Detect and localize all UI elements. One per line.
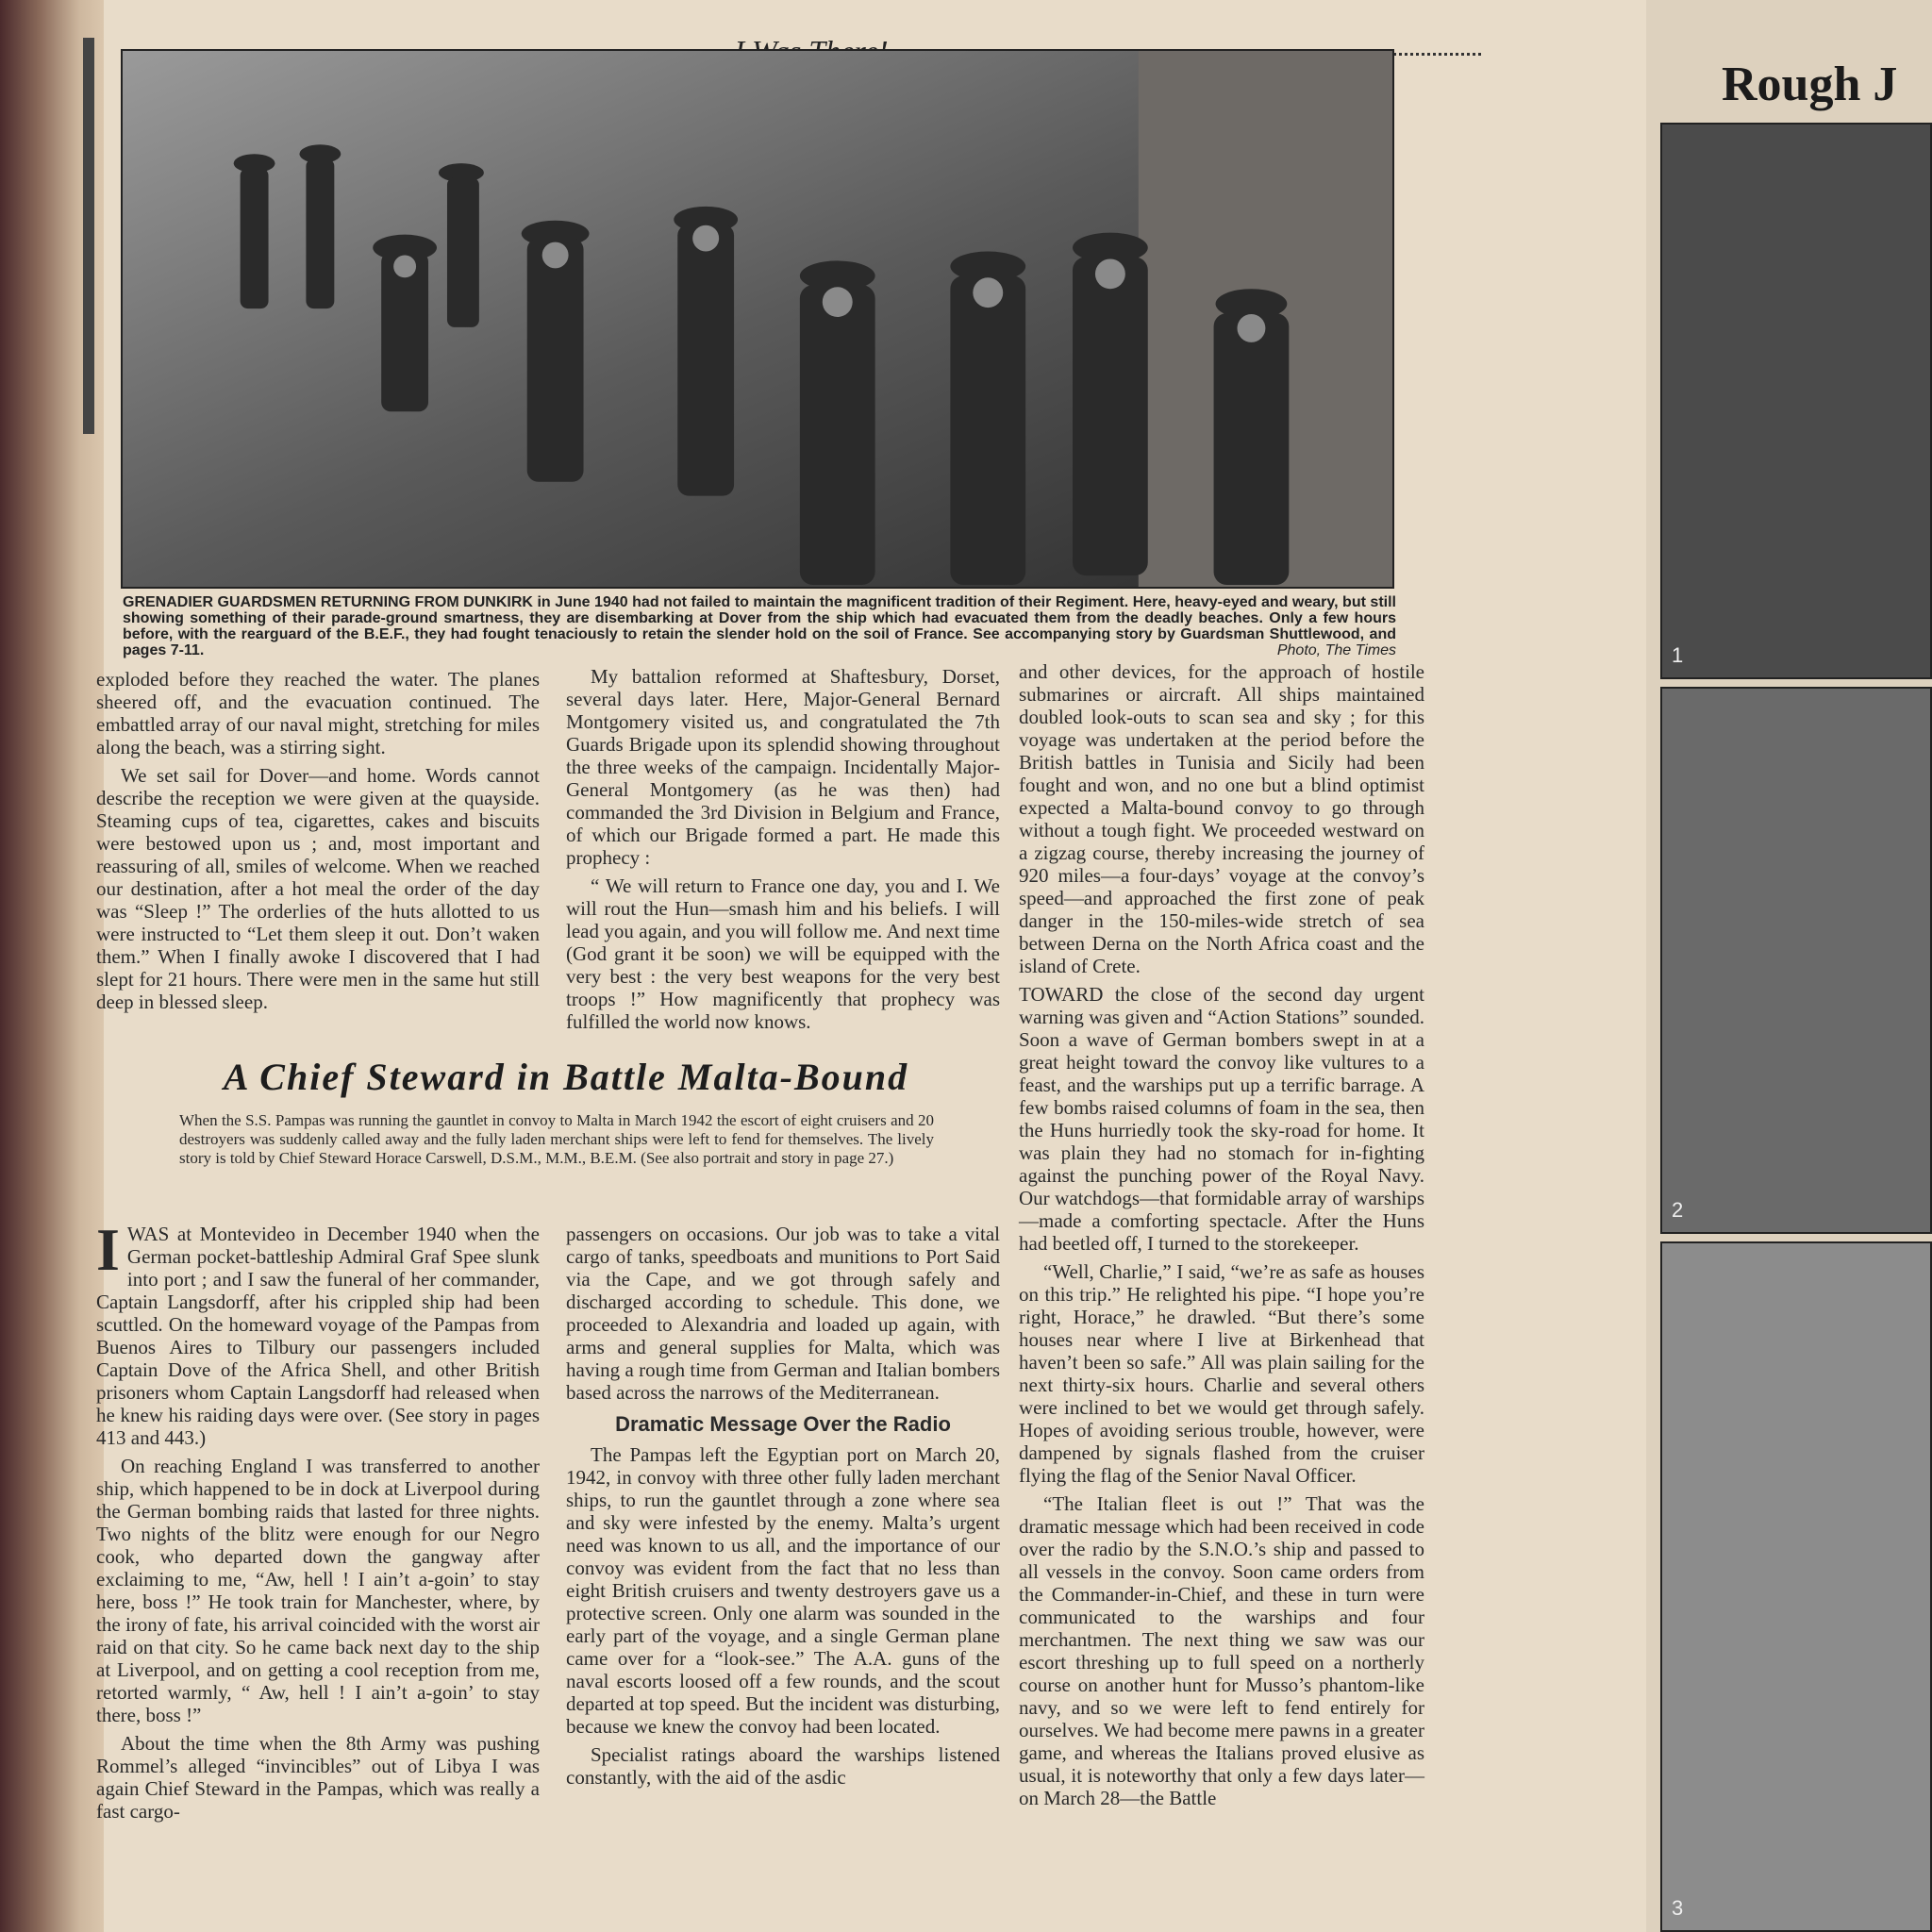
photo-number: 3 [1672,1896,1684,1920]
article-column-1 [96,1216,540,1828]
photo-caption [123,594,1396,658]
paragraph: and other devices, for the approach of hostile submarines or aircraft. All ships maintained doubled look-outs to scan sea and sky ; for this voyage was undertaken at the period before the British battles in Tunisia and Sicily had been fought and won, and no one but a blind optimist expected a Malta-bound convoy to go through without a tough fight. We proceeded westward on a zigzag course, thereby increasing the journey of 920 miles—a four-days’ voyage at the convoy’s speed—and approached the first zone of peak danger in the 150-miles-wide stretch of sea between Derna on the North Africa coast and the island of Crete. [1019,660,1424,977]
right-photo-2 [1660,687,1932,1234]
article-column-3 [1019,660,1424,1815]
photo-illustration [123,51,1392,587]
paragraph: Specialist ratings aboard the warships listened constantly, with the aid of the asdic [566,1743,1000,1789]
paragraph: On reaching England I was transferred to another ship, which happened to be in dock at Liverpool during the German bombing raids that lasted for three nights. Two nights of the blitz were enough for our Negro cook, who departed down the gangway after exclaiming to me, “Aw, hell ! I ain’t a-goin’ to stay here, boss !” He took train for Manchester, where, by the irony of fate, his arrival coincided with the worst air raid on that city. So he came back next day to the ship at Liverpool, and on getting a cool reception from me, retorted warmly, “ Aw, hell ! I ain’t a-goin’ to stay there, boss !” [96,1455,540,1726]
photo-number: 1 [1672,643,1684,667]
photo-credit: Photo, The Times [1276,642,1396,658]
subheading: Dramatic Message Over the Radio [615,1412,951,1436]
paragraph: The Pampas left the Egyptian port on March 20, 1942, in convoy with three other fully laden merchant ships, to run the gauntlet through a zone where sea and sky were infested by the enemy. Malta’s urgent need was known to us all, and the importance of our convoy was evident from the fact that no less than eight British cruisers and twenty destroyers gave us a protective screen. Only one alarm was sounded in the early part of the voyage, and a single German plane came over for a “look-see.” The A.A. guns of the naval escorts loosed off a few rounds, and the scout departed at top speed. But the incident was disturbing, because we knew the convoy had been located. [566,1443,1000,1738]
right-page-title: Rough J [1722,58,1898,111]
article-column-2 [566,1223,1000,1794]
caption-text: GRENADIER GUARDSMEN RETURNING FROM DUNKIRK in June 1940 had not failed to maintain the magnificent tradition of their Regiment. Here, heavy-eyed and weary, but still showing something of their parade-ground smartness, they are disembarking at Dover from the ship which had evacuated them from the deadly beaches. Only a few hours before, with the rearguard of the B.E.F., they had fought tenaciously to retain the slender hold on the soil of France. See accompanying story by Guardsman Shuttlewood, and pages 7-11. [123,594,1396,658]
right-photo-1 [1660,123,1932,679]
paragraph: “The Italian fleet is out !” That was the dramatic message which had been received in code over the radio by the S.N.O.’s ship and passed to all vessels in the convoy. Soon came orders from the Commander-in-Chief, and these in turn were communicated to the warships and four merchantmen. The next thing we saw was our escort threshing up to full speed on a northerly course on another hunt for Musso’s phantom-like navy, and so we were left to fend entirely for ourselves. We had become mere pawns in a greater game, and whereas the Italians proved elusive as usual, it is noteworthy that only a few days later—on March 28—the Battle [1019,1492,1424,1809]
paragraph: We set sail for Dover—and home. Words cannot describe the reception we were given at the quayside. Steaming cups of tea, cigarettes, cakes and biscuits were bestowed upon us ; and, most important and reassuring of all, smiles of welcome. When we reached our destination, after a hot meal the order of the day was “Sleep !” The orderlies of the huts allotted to us were instructed to “Let them sleep it out. Don’t waken them.” When I finally awoke I discovered that I had slept for 21 hours. There were men in the same hut still deep in blessed sleep. [96,764,540,1013]
paragraph: “Well, Charlie,” I said, “we’re as safe as houses on this trip.” He relighted his pipe. “I hope you’re right, Horace,” he drawled. “But there’s some houses near where I live at Birkenhead that haven’t been so safe.” All was plain sailing for the next thirty-six hours. Charlie and several others were inclined to bet we would get through safely. Hopes of avoiding serious trouble, however, were dampened by signals flashed from the cruiser flying the flag of the Senior Naval Officer. [1019,1260,1424,1487]
column-2-top [566,665,1000,1039]
right-photo-3 [1660,1241,1932,1932]
right-page [1646,0,1932,1932]
article-standfirst: When the S.S. Pampas was running the gauntlet in convoy to Malta in March 1942 the escort of eight cruisers and 20 destroyers was suddenly called away and the fully laden merchant ships were left to fend for themselves. The lively story is told by Chief Steward Horace Carswell, D.S.M., M.M., B.E.M. (See also portrait and story in page 27.) [179,1111,934,1167]
paragraph: exploded before they reached the water. The planes sheered off, and the evacuation continued. The embattled array of our naval might, stretching for miles along the beach, was a stirring sight. [96,668,540,758]
paragraph: TOWARD the close of the second day urgent warning was given and “Action Stations” sounded. Soon a wave of German bombers swept in at a great height toward the convoy like vultures to a feast, and the warships put up a terrific barrage. A few bombs raised columns of foam in the sea, then the Huns hurriedly took the sky-road for home. It was plain they had no stomach for in-fighting against the punching power of the Royal Navy. Our watchdogs—that formidable array of warships—made a comforting spectacle. After the Huns had beetled off, I turned to the storekeeper. [1019,983,1424,1255]
article-headline: A Chief Steward in Battle Malta-Bound [223,1056,909,1098]
paragraph: About the time when the 8th Army was pushing Rommel’s alleged “invincibles” out of Libya I was again Chief Steward in the Pampas, which was really a fast cargo- [96,1732,540,1823]
paragraph: My battalion reformed at Shaftesbury, Dorset, several days later. Here, Major-General Bernard Montgomery visited us, and congratulated the 7th Guards Brigade upon its splendid showing throughout the three weeks of the campaign. Incidentally Major-General Montgomery (as he was then) had commanded the 3rd Division in Belgium and France, of which our Brigade formed a part. He made this prophecy : [566,665,1000,869]
side-bar [83,38,94,434]
paragraph [96,1216,540,1449]
paragraph-text: WAS at Montevideo in December 1940 when the German pocket-battleship Admiral Graf Spee slunk into port ; and I saw the funeral of her commander, Captain Langsdorff, after his crippled ship had been scuttled. On the homeward voyage of the Pampas from Buenos Aires to Tilbury our passengers included Captain Dove of the Africa Shell, and other British prisoners whom Captain Langsdorff had released when he knew his raiding days were over. (See story in pages 413 and 443.) [96,1223,540,1449]
column-1-top [96,668,540,1019]
photo-number: 2 [1672,1198,1684,1222]
soldiers-photo [121,49,1394,589]
paragraph: passengers on occasions. Our job was to take a vital cargo of tanks, speedboats and munitions to Port Said via the Cape, and we got through safely and discharged according to schedule. This done, we proceeded to Alexandria and loaded up again, with arms and general supplies for Malta, which was having a rough time from German and Italian bombers based across the narrows of the Mediterranean. [566,1223,1000,1404]
paragraph: “ We will return to France one day, you and I. We will rout the Hun—smash him and his beliefs. I will lead you again, and you will follow me. And next time (God grant it be soon) we will be equipped with the very best : the very best weapons for the very best troops !” How magnificently that prophecy was fulfilled the world now knows. [566,874,1000,1033]
drop-cap: I [96,1216,120,1283]
